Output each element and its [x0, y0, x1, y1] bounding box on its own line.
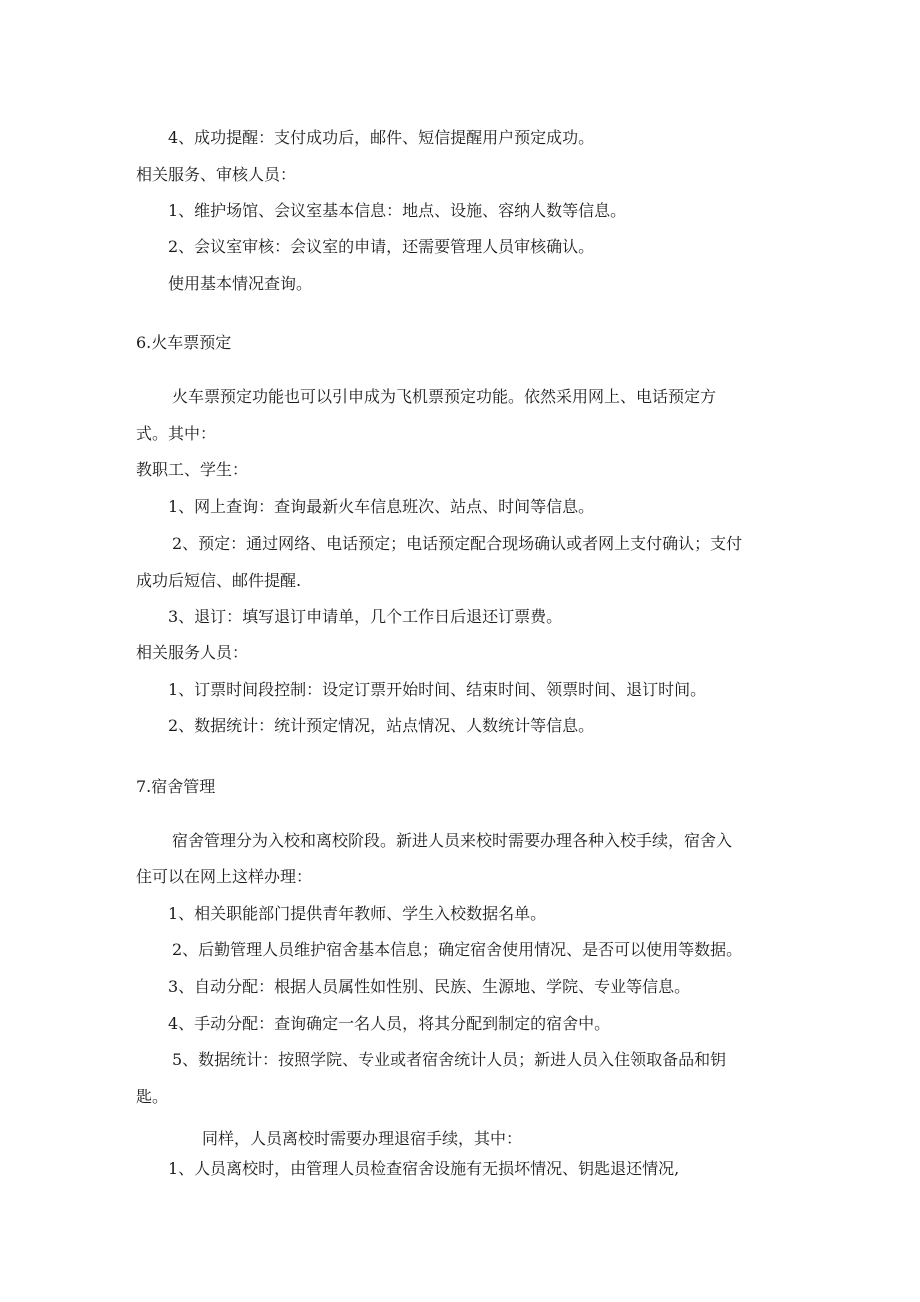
section-6-item-2-line-2: 成功后短信、邮件提醒. — [136, 571, 302, 590]
section-6-staff-label: 相关服务人员： — [136, 643, 249, 662]
section-7-intro-line-2: 住可以在网上这样办理： — [136, 867, 313, 886]
section-6-item-1: 1、网上查询：查询最新火车信息班次、站点、时间等信息。 — [168, 497, 595, 516]
section-7-item-5-line-2: 匙。 — [136, 1087, 169, 1106]
section-7-item-2: 2、后勤管理人员维护宿舍基本信息；确定宿舍使用情况、是否可以使用等数据。 — [172, 940, 743, 959]
section-7-item-1: 1、相关职能部门提供青年教师、学生入校数据名单。 — [168, 904, 547, 923]
section-7-heading: 7.宿舍管理 — [136, 777, 216, 796]
section-7-leave-item-1: 1、人员离校时，由管理人员检查宿舍设施有无损坏情况、钥匙退还情况, — [168, 1159, 680, 1178]
top-staff-label: 相关服务、审核人员： — [136, 165, 297, 184]
section-6-users-label: 教职工、学生： — [136, 460, 249, 479]
section-6-intro-line-2: 式。其中： — [136, 424, 217, 443]
section-7-intro-line-1: 宿舍管理分为入校和离校阶段。新进人员来校时需要办理各种入校手续，宿舍入 — [172, 831, 733, 850]
section-7-item-3: 3、自动分配：根据人员属性如性别、民族、生源地、学院、专业等信息。 — [168, 977, 691, 996]
section-6-item-3: 3、退订：填写退订申请单，几个工作日后退还订票费。 — [168, 607, 563, 626]
section-7-leave-intro: 同样，人员离校时需要办理退宿手续，其中： — [202, 1129, 523, 1148]
section-6-staff-item-1: 1、订票时间段控制：设定订票开始时间、结束时间、领票时间、退订时间。 — [168, 680, 707, 699]
section-6-intro-line-1: 火车票预定功能也可以引申成为飞机票预定功能。依然采用网上、电话预定方 — [172, 387, 717, 406]
section-7-item-4: 4、手动分配：查询确定一名人员，将其分配到制定的宿舍中。 — [168, 1014, 611, 1033]
top-item-4: 4、成功提醒：支付成功后，邮件、短信提醒用户预定成功。 — [168, 128, 595, 147]
top-usage-line: 使用基本情况查询。 — [168, 274, 313, 293]
section-6-heading: 6.火车票预定 — [136, 333, 232, 352]
top-staff-item-1: 1、维护场馆、会议室基本信息：地点、设施、容纳人数等信息。 — [168, 201, 627, 220]
section-7-item-5-line-1: 5、数据统计：按照学院、专业或者宿舍统计人员；新进人员入住领取备品和钥 — [172, 1050, 727, 1069]
top-staff-item-2: 2、会议室审核：会议室的申请，还需要管理人员审核确认。 — [168, 237, 595, 256]
section-6-item-2-line-1: 2、预定：通过网络、电话预定；电话预定配合现场确认或者网上支付确认；支付 — [172, 534, 743, 553]
section-6-staff-item-2: 2、数据统计：统计预定情况，站点情况、人数统计等信息。 — [168, 716, 595, 735]
